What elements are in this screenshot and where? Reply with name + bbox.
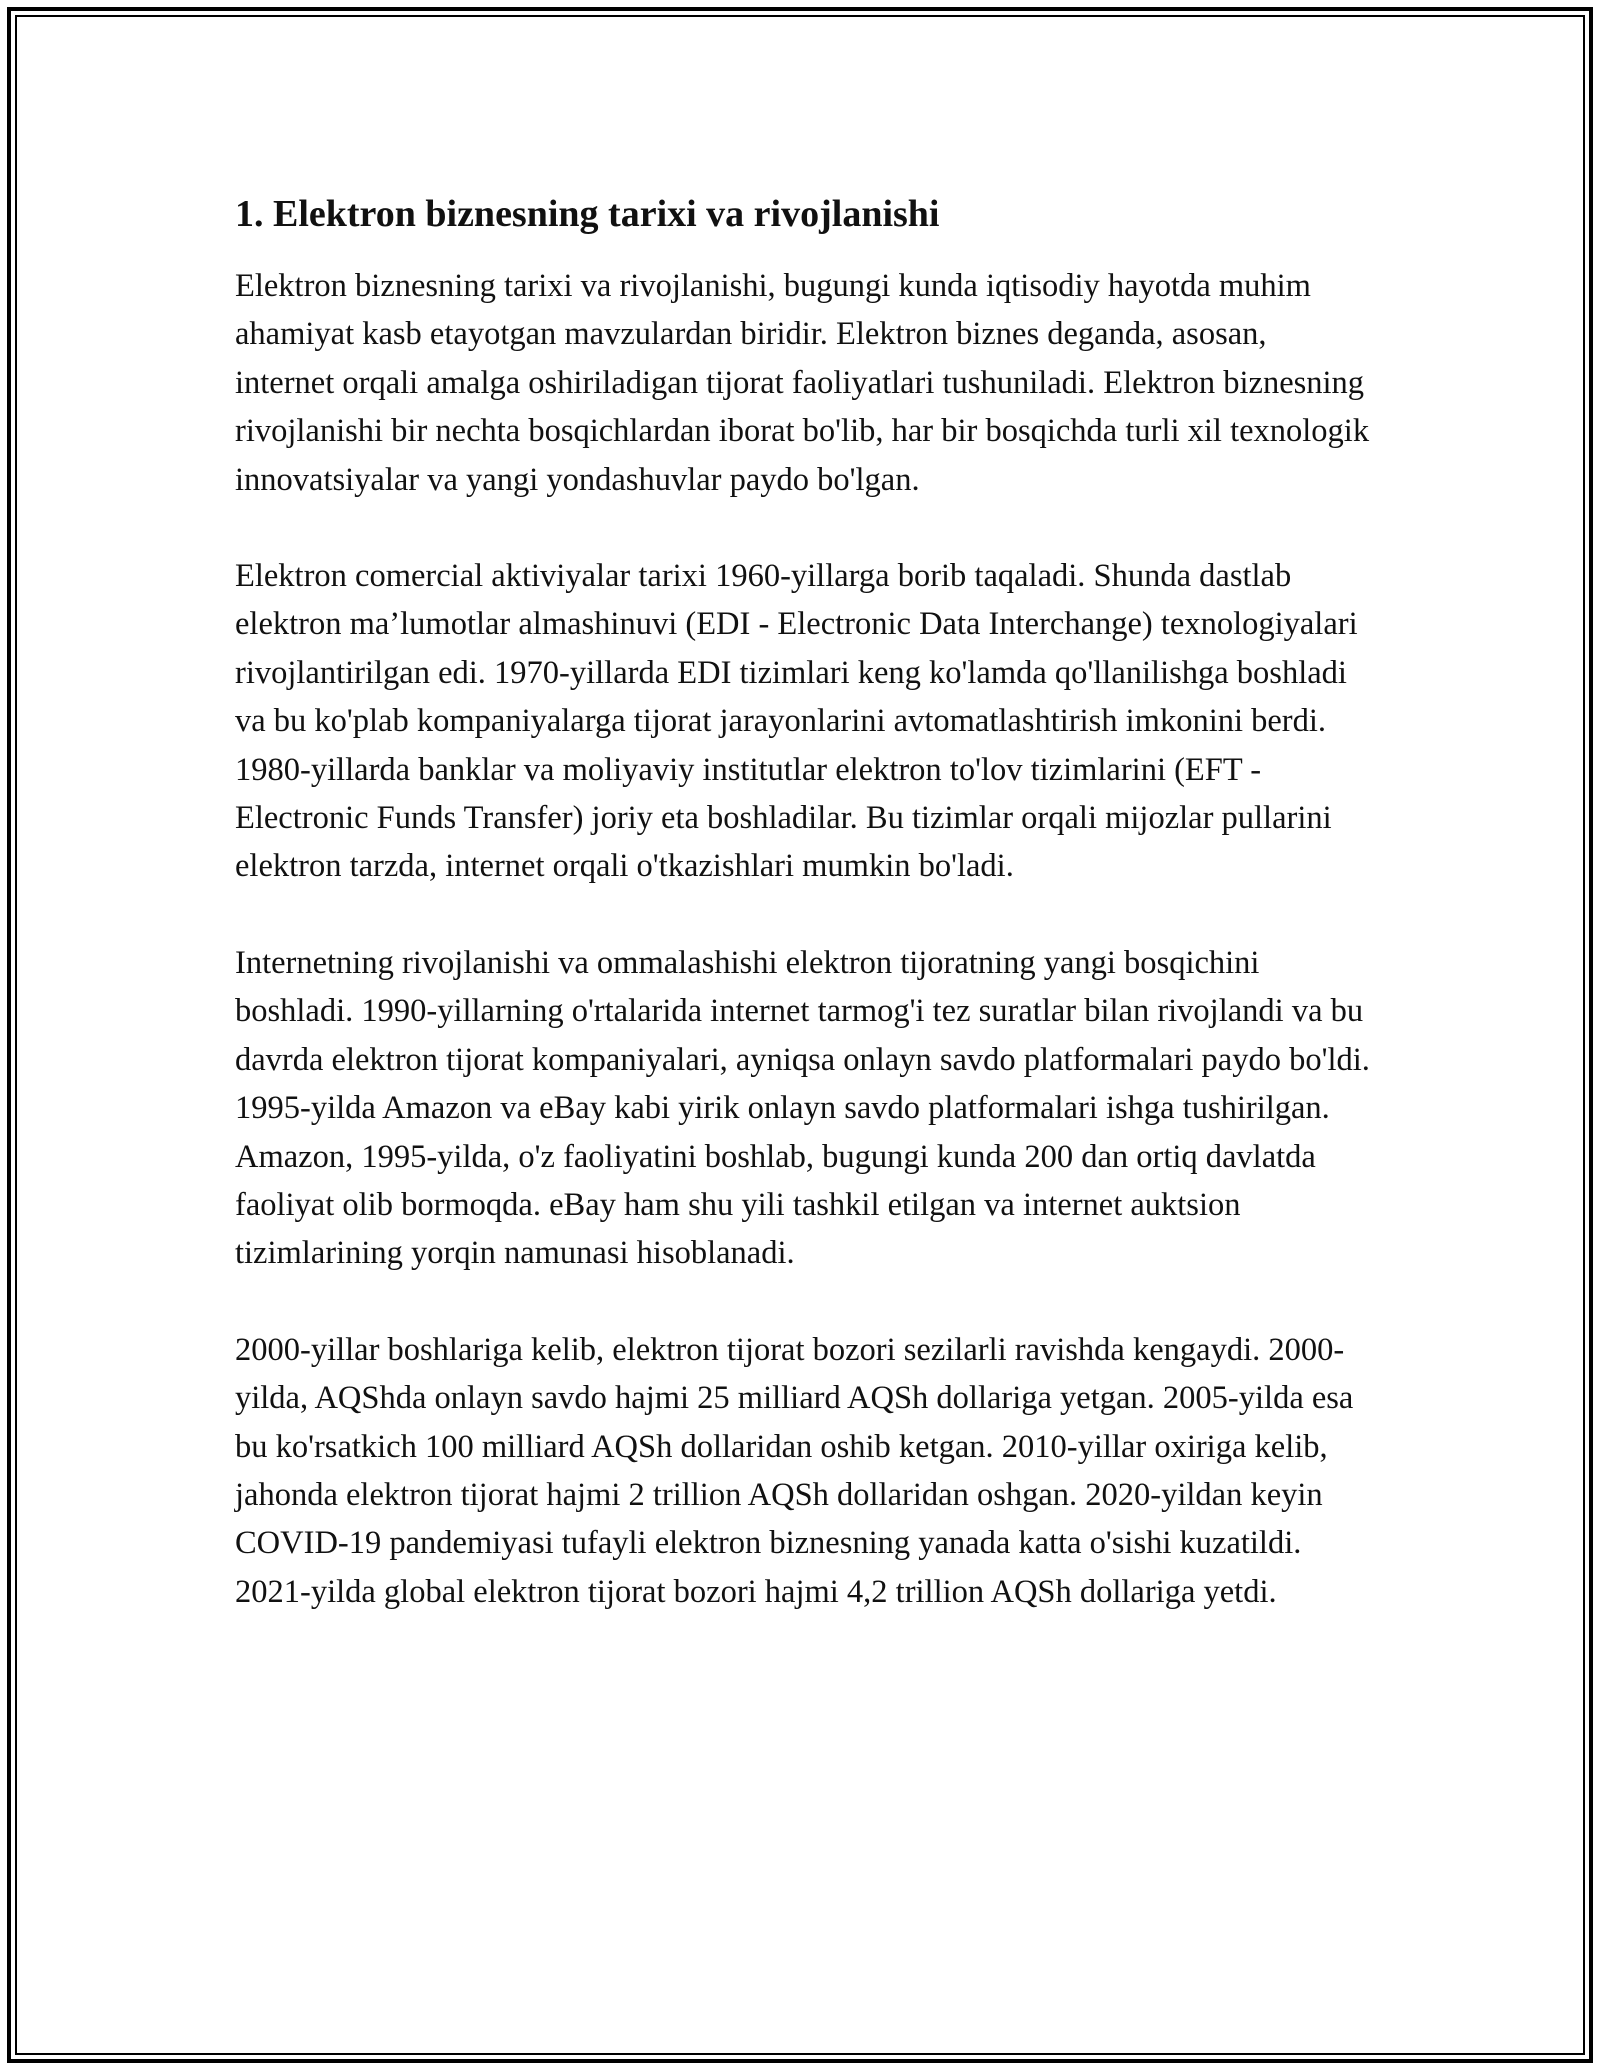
document-body — [235, 186, 1370, 1664]
section-heading: 1. Elektron biznesning tarixi va rivojlanishi — [235, 193, 940, 235]
paragraph-internet-era: Internetning rivojlanishi va ommalashishi elektron tijoratning yangi bosqichini boshladi. 1990-yillarning o'rtalarida internet tarmog'i tez suratlar bilan rivojlandi va bu davrda elektron tijorat kompaniyalari, ayniqsa onlayn savdo platformalari paydo bo'ldi. 1995-yilda Amazon va eBay kabi yirik onlayn savdo platformalari ishga tushirilgan. Amazon, 1995-yilda, o'z faoliyatini boshlab, bugungi kunda 200 dan ortiq davlatda faoliyat olib bormoqda. eBay ham shu yili tashkil etilgan va internet auktsion tizimlarining yorqin namunasi hisoblanadi. — [235, 944, 1370, 1272]
paragraph-history-edi: Elektron comercial aktiviyalar tarixi 1960-yillarga borib taqaladi. Shunda dastlab elektron ma’lumotlar almashinuvi (EDI - Electronic Data Interchange) texnologiyalari rivojlantirilgan edi. 1970-yillarda EDI tizimlari keng ko'lamda qo'llanilishga boshladi va bu ko'plab kompaniyalarga tijorat jarayonlarini avtomatlashtirish imkonini berdi. 1980-yillarda banklar va moliyaviy institutlar elektron to'lov tizimlarini (EFT - Electronic Funds Transfer) joriy eta boshladilar. Bu tizimlar orqali mijozlar pullarini elektron tarzda, internet orqali o'tkazishlari mumkin bo'ladi. — [235, 558, 1358, 885]
paragraph-intro: Elektron biznesning tarixi va rivojlanishi, bugungi kunda iqtisodiy hayotda muhim ahamiyat kasb etayotgan mavzulardan biridir. Elektron biznes deganda, asosan, internet orqali amalga oshiriladigan tijorat faoliyatlari tushuniladi. Elektron biznesning rivojlanishi bir nechta bosqichlardan iborat bo'lib, har bir bosqichda turli xil texnologik innovatsiyalar va yangi yondashuvlar paydo bo'lgan. — [235, 268, 1370, 498]
paragraph-2000s-growth: 2000-yillar boshlariga kelib, elektron tijorat bozori sezilarli ravishda kengaydi. 2000-yilda, AQShda onlayn savdo hajmi 25 milliard AQSh dollariga yetgan. 2005-yilda esa bu ko'rsatkich 100 milliard AQSh dollaridan oshib ketgan. 2010-yillar oxiriga kelib, jahonda elektron tijorat hajmi 2 trillion AQSh dollaridan oshgan. 2020-yildan keyin COVID-19 pandemiyasi tufayli elektron biznesning yanada katta o'sishi kuzatildi. 2021-yilda global elektron tijorat bozori hajmi 4,2 trillion AQSh dollariga yetdi. — [235, 1331, 1354, 1610]
